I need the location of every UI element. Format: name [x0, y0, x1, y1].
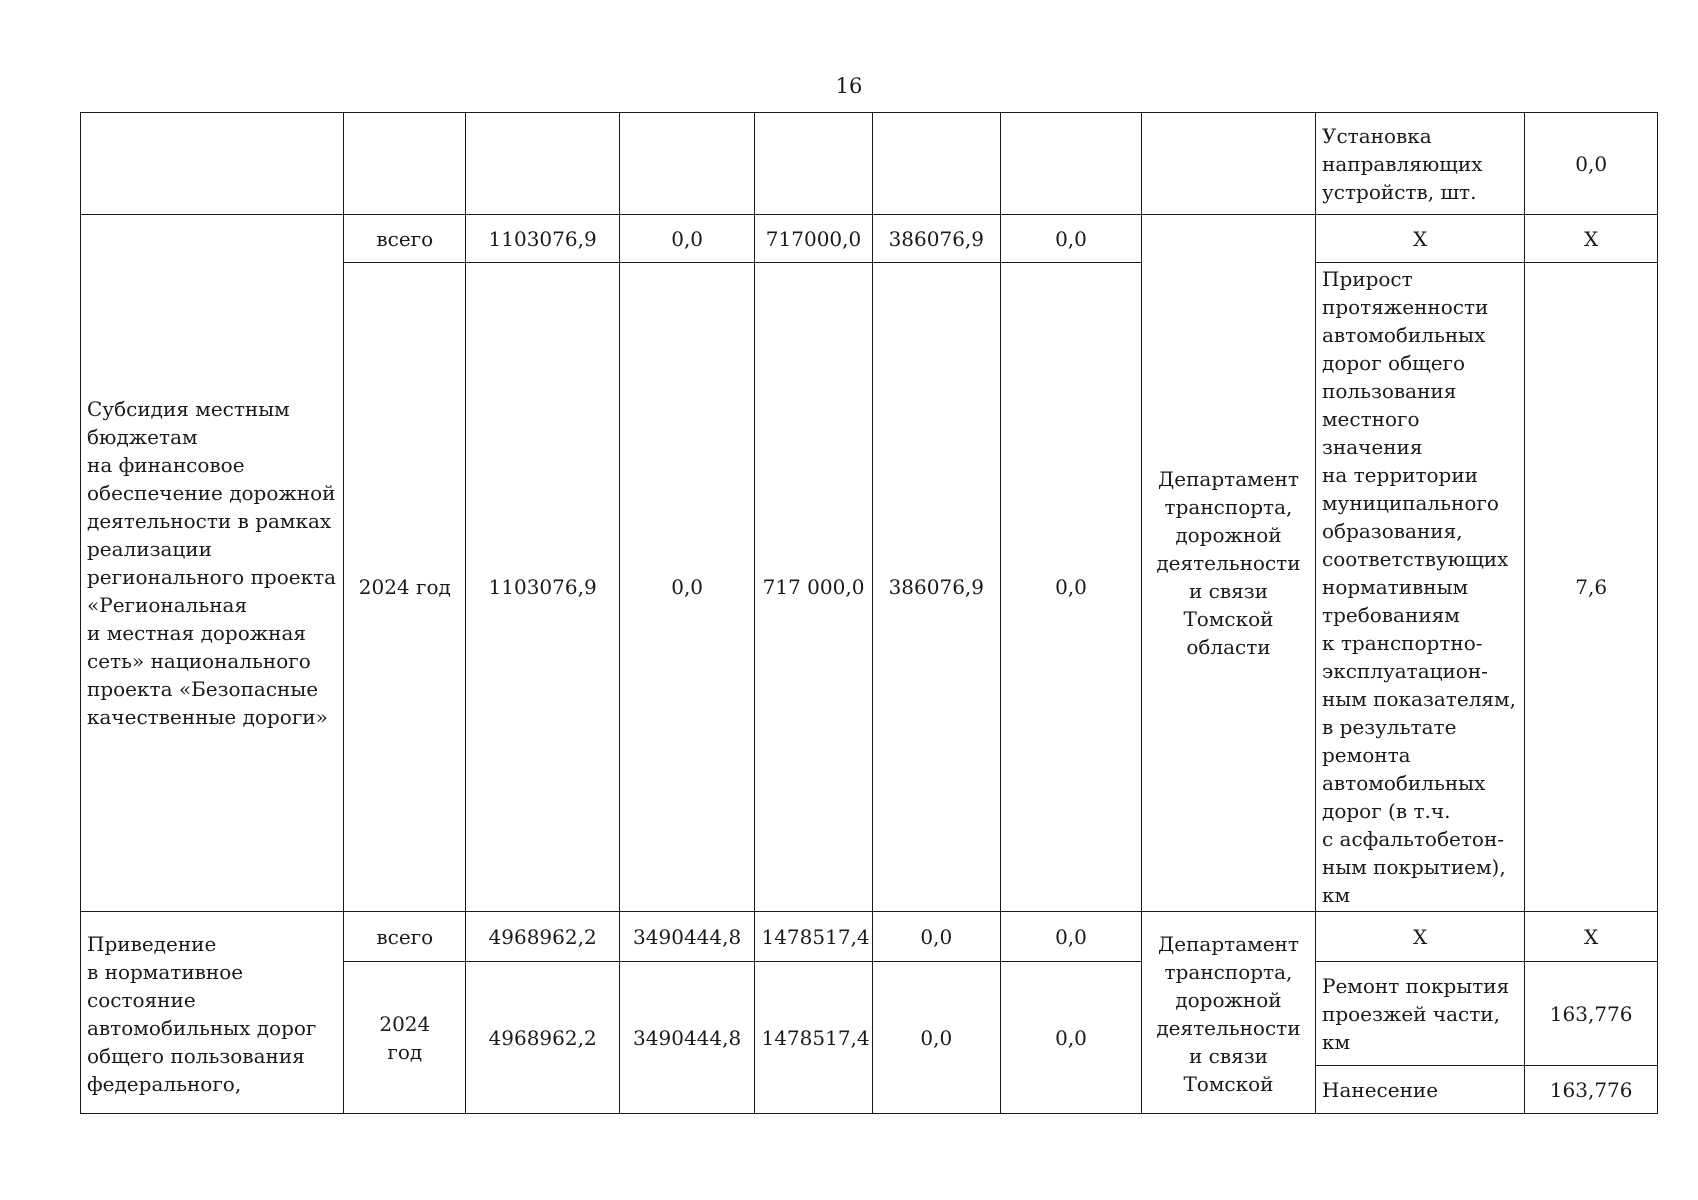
period-cell: 2024 год — [344, 962, 466, 1114]
amount-cell: 0,0 — [1001, 962, 1142, 1114]
period-cell: 2024 год — [344, 263, 466, 912]
empty-cell — [466, 113, 619, 215]
amount-cell: 1103076,9 — [466, 215, 619, 263]
empty-cell — [1001, 113, 1142, 215]
executor-cell: Департамент транспорта, дорожной деятельности и связи Томской — [1141, 912, 1315, 1114]
amount-cell: 0,0 — [1001, 912, 1142, 962]
indicator-value-cell: 163,776 — [1525, 962, 1658, 1066]
budget-table — [80, 112, 1658, 1114]
page-number: 16 — [835, 74, 863, 98]
table-row — [81, 215, 1658, 263]
empty-cell — [81, 113, 344, 215]
period-cell: всего — [344, 912, 466, 962]
indicator-cell: Х — [1316, 215, 1525, 263]
indicator-cell: Установка направляющих устройств, шт. — [1316, 113, 1525, 215]
empty-cell — [755, 113, 872, 215]
amount-cell: 0,0 — [872, 912, 1000, 962]
measure-description: Приведение в нормативное состояние автомобильных дорог общего пользования федерального, — [81, 912, 344, 1114]
empty-cell — [344, 113, 466, 215]
amount-cell: 4968962,2 — [466, 912, 619, 962]
amount-cell: 3490444,8 — [619, 962, 755, 1114]
amount-cell: 386076,9 — [872, 263, 1000, 912]
indicator-cell: Х — [1316, 912, 1525, 962]
amount-cell: 1478517,4 — [755, 962, 872, 1114]
empty-cell — [872, 113, 1000, 215]
empty-cell — [619, 113, 755, 215]
amount-cell: 0,0 — [619, 215, 755, 263]
table-row — [81, 113, 1658, 215]
measure-description: Субсидия местным бюджетам на финансовое обеспечение дорожной деятельности в рамках реализации регионального проекта «Региональная и местная дорожная сеть» национального проекта «Безопасные качественные дороги» — [81, 215, 344, 912]
amount-cell: 0,0 — [872, 962, 1000, 1114]
indicator-cell: Прирост протяженности автомобильных дорог общего пользования местного значения на территории муниципального образования, соответствующих нормативным требованиям к транспортно- эксплуатацион- ным показателям, в результате ремонта автомобильных дорог (в т.ч. с асфальтобетон- ным покрытием), км — [1316, 263, 1525, 912]
amount-cell: 1478517,4 — [755, 912, 872, 962]
amount-cell: 4968962,2 — [466, 962, 619, 1114]
indicator-value-cell: Х — [1525, 912, 1658, 962]
empty-cell — [1141, 113, 1315, 215]
amount-cell: 0,0 — [619, 263, 755, 912]
amount-cell: 3490444,8 — [619, 912, 755, 962]
amount-cell: 0,0 — [1001, 215, 1142, 263]
indicator-value-cell: 0,0 — [1525, 113, 1658, 215]
indicator-value-cell: 163,776 — [1525, 1066, 1658, 1114]
amount-cell: 717 000,0 — [755, 263, 872, 912]
period-cell: всего — [344, 215, 466, 263]
indicator-cell: Ремонт покрытия проезжей части, км — [1316, 962, 1525, 1066]
indicator-cell: Нанесение — [1316, 1066, 1525, 1114]
indicator-value-cell: Х — [1525, 215, 1658, 263]
amount-cell: 717000,0 — [755, 215, 872, 263]
amount-cell: 0,0 — [1001, 263, 1142, 912]
indicator-value-cell: 7,6 — [1525, 263, 1658, 912]
table-row — [81, 912, 1658, 962]
amount-cell: 1103076,9 — [466, 263, 619, 912]
executor-cell: Департамент транспорта, дорожной деятельности и связи Томской области — [1141, 215, 1315, 912]
amount-cell: 386076,9 — [872, 215, 1000, 263]
